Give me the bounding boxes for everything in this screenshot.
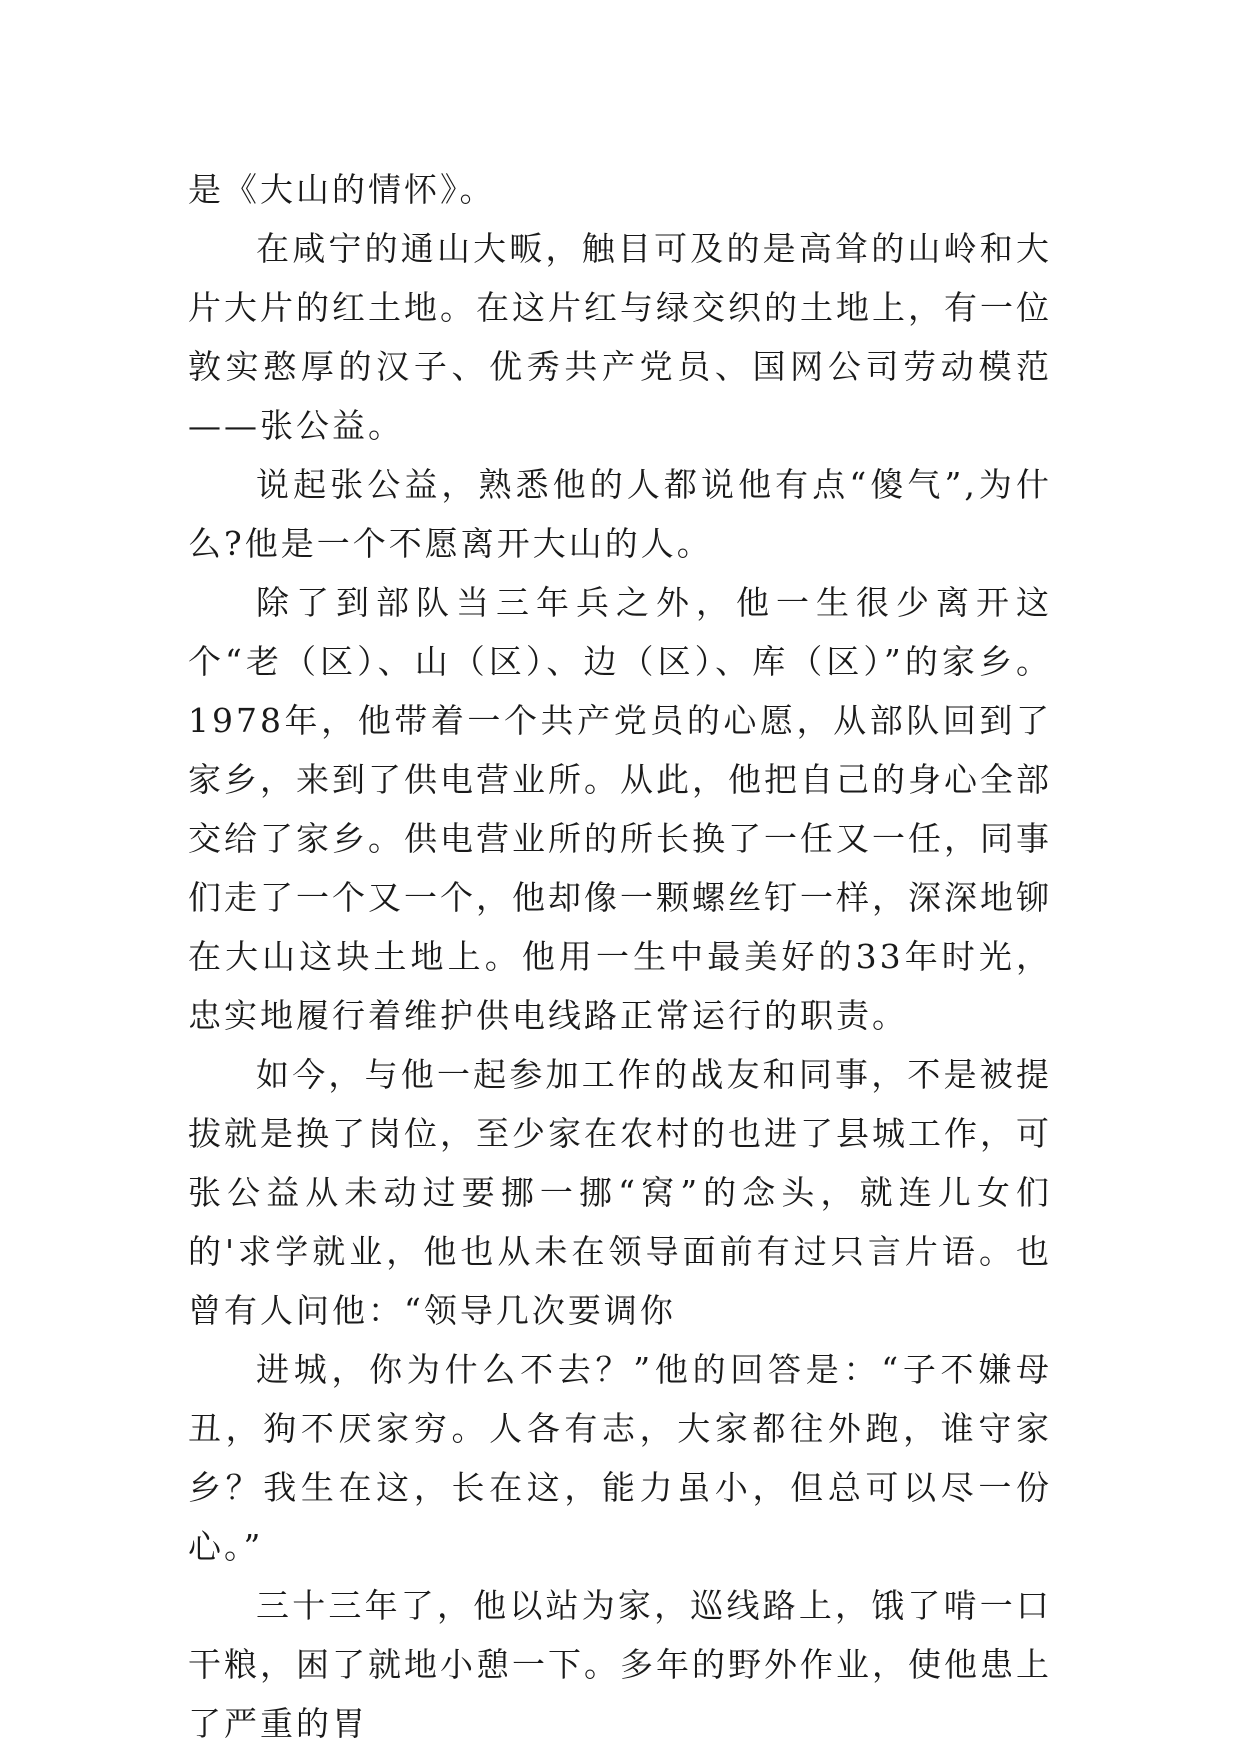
paragraph: 如今，与他一起参加工作的战友和同事，不是被提拔就是换了岗位，至少家在农村的也进了县城工作，可张公益从未动过要挪一挪“窝”的念头，就连儿女们的'求学就业，他也从未在领导面前有过只言片语。也曾有人问他：“领导几次要调你 — [188, 1055, 1052, 1330]
paragraph: 是《大山的情怀》。 — [188, 170, 496, 209]
paragraph: 进城，你为什么不去？”他的回答是：“子不嫌母丑，狗不厌家穷。人各有志，大家都往外跑，谁守家乡？我生在这，长在这，能力虽小，但总可以尽一份心。” — [188, 1350, 1052, 1566]
paragraph: 在咸宁的通山大畈，触目可及的是高耸的山岭和大片大片的红土地。在这片红与绿交织的土地上，有一位敦实憨厚的汉子、优秀共产党员、国网公司劳动模范——张公益。 — [188, 229, 1052, 445]
paragraph: 三十三年了，他以站为家，巡线路上，饿了啃一口干粮，困了就地小憩一下。多年的野外作业，使他患上了严重的胃 — [188, 1586, 1052, 1743]
body-text — [188, 160, 1052, 1753]
paragraph: 除了到部队当三年兵之外，他一生很少离开这个“老（区）、山（区）、边（区）、库（区）”的家乡。1978年，他带着一个共产党员的心愿，从部队回到了家乡，来到了供电营业所。从此，他把自己的身心全部交给了家乡。供电营业所的所长换了一任又一任，同事们走了一个又一个，他却像一颗螺丝钉一样，深深地铆在大山这块土地上。他用一生中最美好的33年时光，忠实地履行着维护供电线路正常运行的职责。 — [188, 583, 1052, 1035]
paragraph: 说起张公益，熟悉他的人都说他有点“傻气”,为什么?他是一个不愿离开大山的人。 — [188, 465, 1052, 563]
